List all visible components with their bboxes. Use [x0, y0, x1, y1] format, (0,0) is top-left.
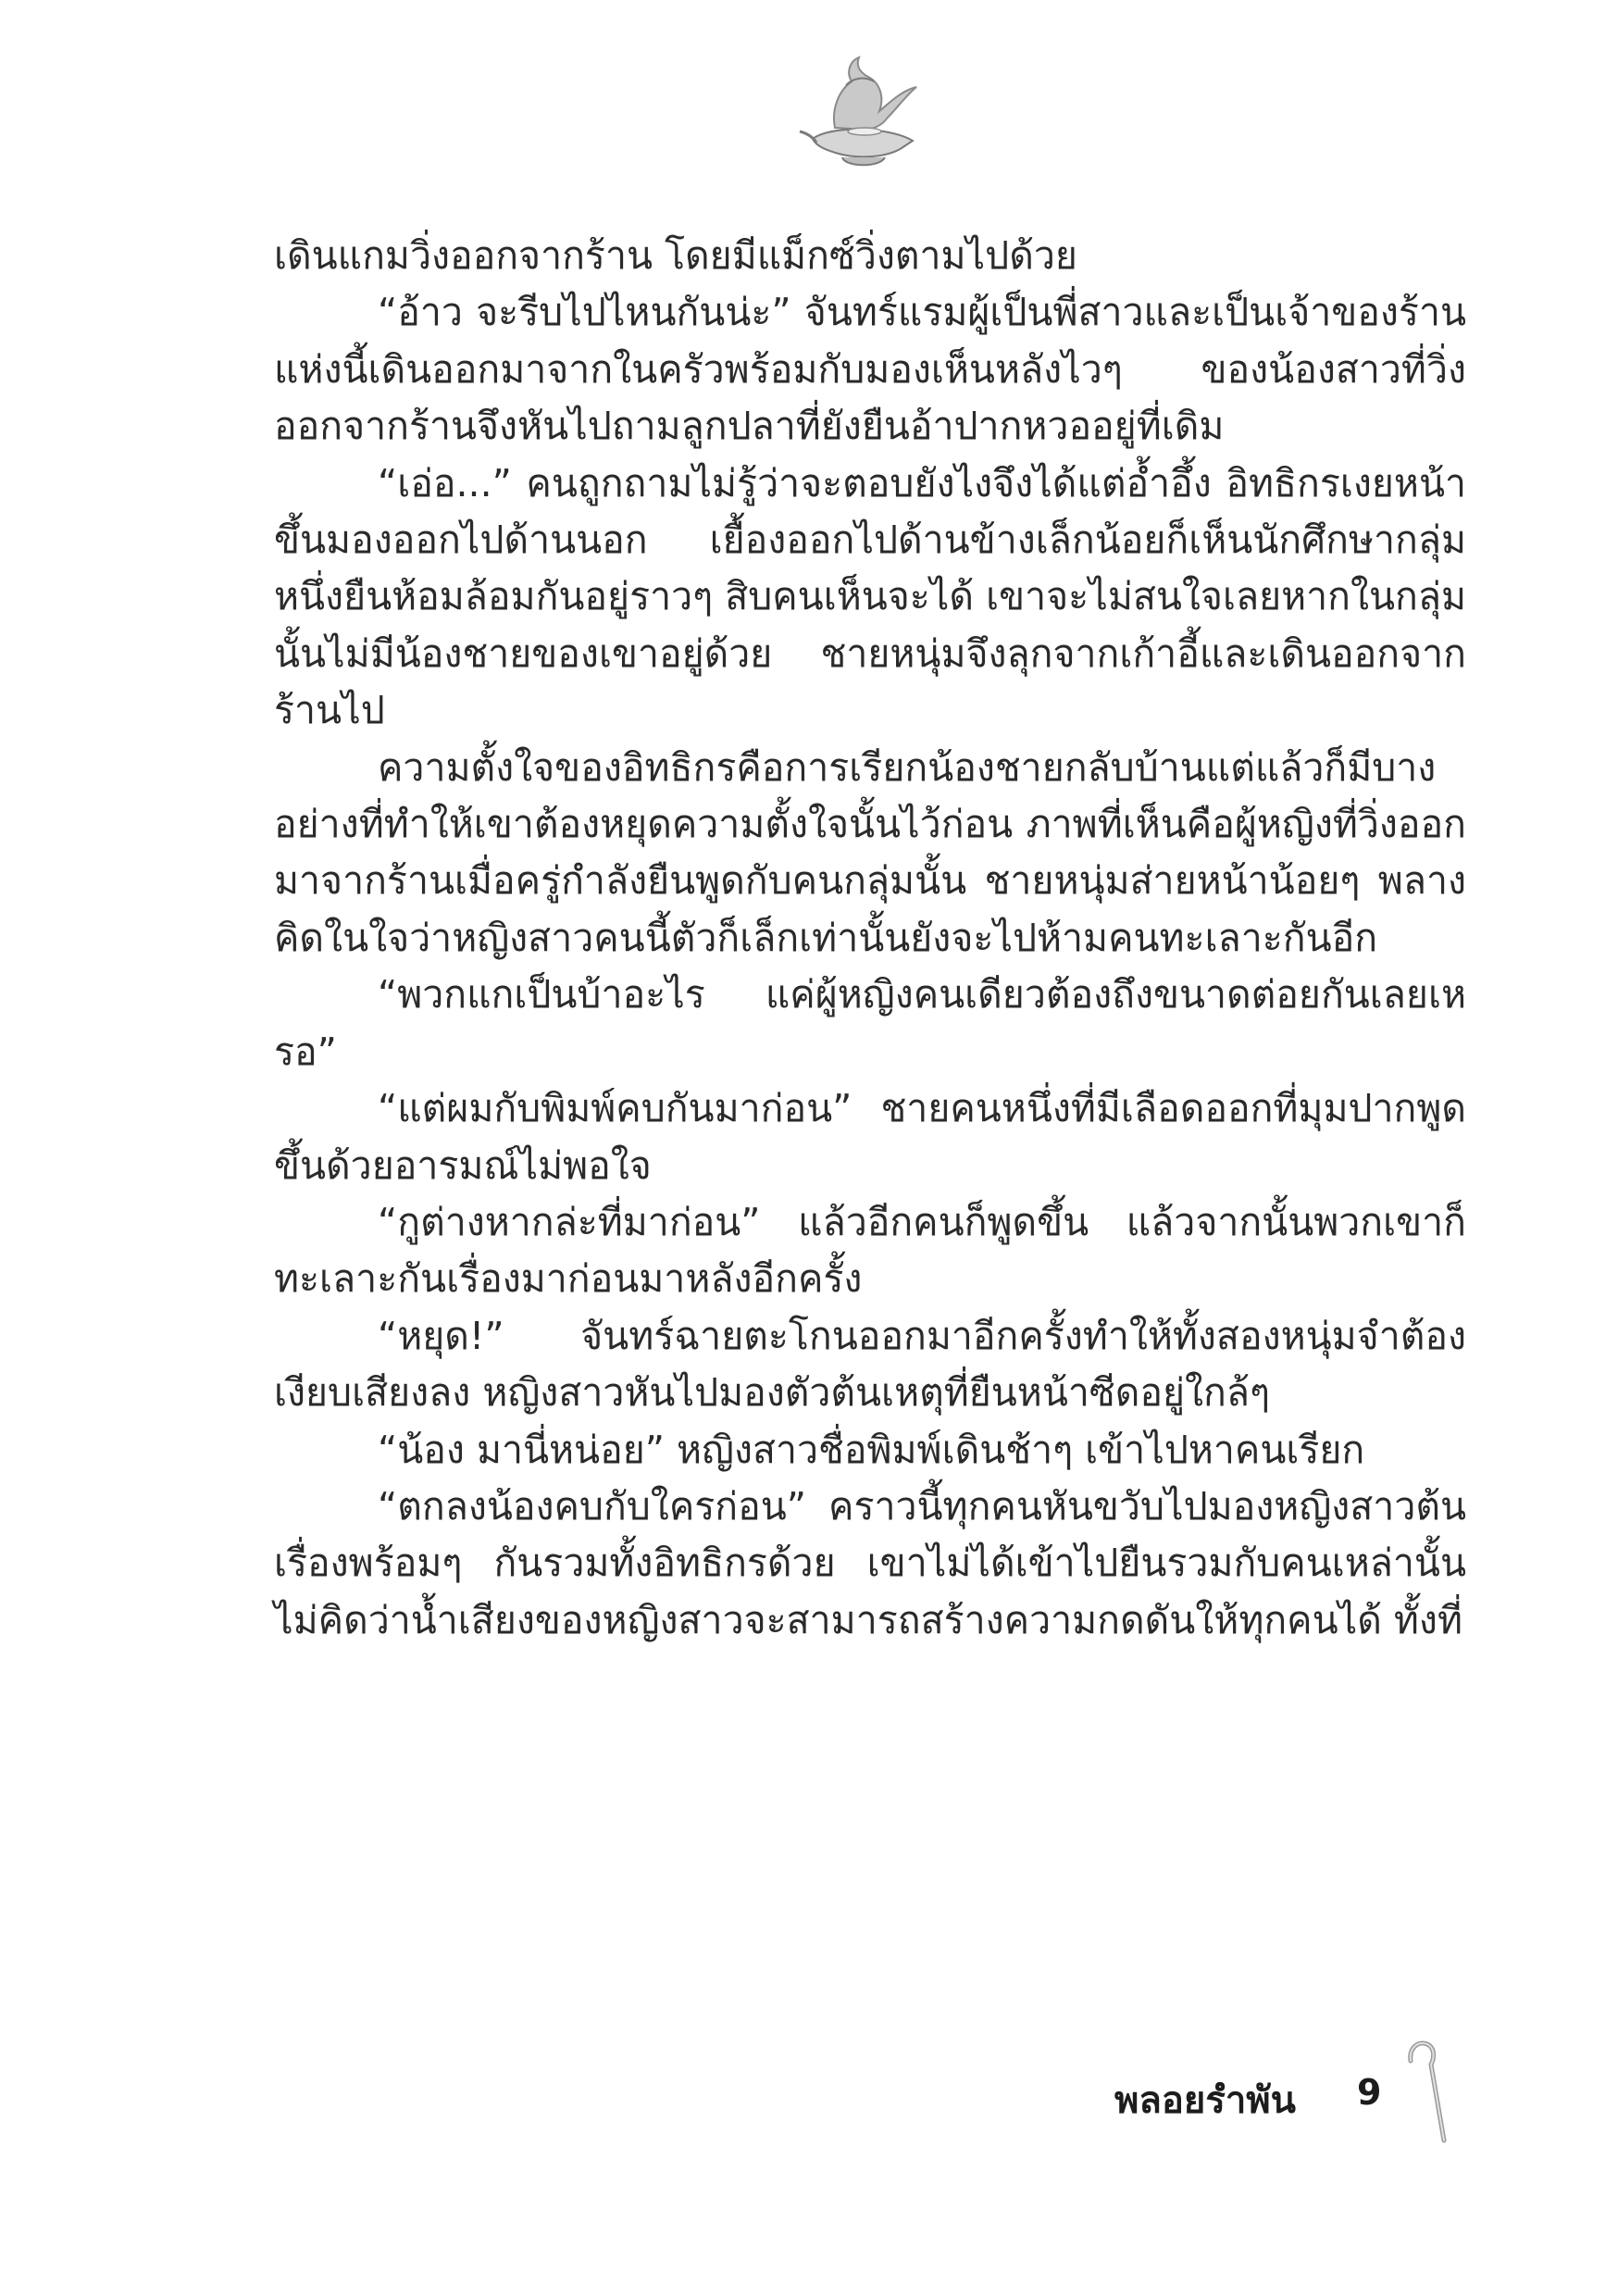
paragraph: “ตกลงน้องคบกับใครก่อน” คราวนี้ทุกคนหันขวับไปมองหญิงสาวต้นเรื่องพร้อมๆ กันรวมทั้งอิทธิกรด้วย เขาไม่ได้เข้าไปยืนรวมกับคนเหล่านั้นไม่คิดว่าน้ำเสียงของหญิงสาวจะสามารถสร้างความกดดันให้ทุกคนได้ ทั้งที่ [274, 1483, 1466, 1642]
page-number: 9 [1357, 2072, 1382, 2113]
genie-lamp-icon [794, 54, 924, 174]
paragraph: “แต่ผมกับพิมพ์คบกันมาก่อน” ชายคนหนึ่งที่มีเลือดออกที่มุมปากพูดขึ้นด้วยอารมณ์ไม่พอใจ [274, 1086, 1466, 1188]
paragraph: ความตั้งใจของอิทธิกรคือการเรียกน้องชายกลับบ้านแต่แล้วก็มีบางอย่างที่ทำให้เขาต้องหยุดความตั้งใจนั้นไว้ก่อน ภาพที่เห็นคือผู้หญิงที่วิ่งออกมาจากร้านเมื่อครู่กำลังยืนพูดกับคนกลุ่มนั้น ชายหนุ่มส่ายหน้าน้อยๆ พลางคิดในใจว่าหญิงสาวคนนี้ตัวก็เล็กเท่านั้นยังจะไปห้ามคนทะเลาะกันอีก [274, 744, 1466, 960]
paragraph: “พวกแกเป็นบ้าอะไร แค่ผู้หญิงคนเดียวต้องถึงขนาดต่อยกันเลยเหรอ” [274, 972, 1466, 1074]
book-title: พลอยรำพัน [1114, 2079, 1296, 2122]
paragraph: “เอ่อ...” คนถูกถามไม่รู้ว่าจะตอบยังไงจึงได้แต่อ้ำอึ้ง อิทธิกรเงยหน้าขึ้นมองออกไปด้านนอก เยื้องออกไปด้านข้างเล็กน้อยก็เห็นนักศึกษากลุ่มหนึ่งยืนห้อมล้อมกันอยู่ราวๆ สิบคนเห็นจะได้ เขาจะไม่สนใจเลยหากในกลุ่มนั้นไม่มีน้องชายของเขาอยู่ด้วย ชายหนุ่มจึงลุกจากเก้าอี้และเดินออกจากร้านไป [274, 460, 1466, 733]
body-text [274, 228, 1466, 1649]
paragraph: “อ้าว จะรีบไปไหนกันน่ะ” จันทร์แรมผู้เป็นพี่สาวและเป็นเจ้าของร้านแห่งนี้เดินออกมาจากในครัวพร้อมกับมองเห็นหลังไวๆ ของน้องสาวที่วิ่งออกจากร้านจึงหันไปถามลูกปลาที่ยังยืนอ้าปากหวออยู่ที่เดิม [274, 290, 1466, 449]
paragraph: “น้อง มานี่หน่อย” หญิงสาวชื่อพิมพ์เดินช้าๆ เข้าไปหาคนเรียก [378, 1427, 1365, 1472]
paragraph: “หยุด!” จันทร์ฉายตะโกนออกมาอีกครั้งทำให้ทั้งสองหนุ่มจำต้องเงียบเสียงลง หญิงสาวหันไปมองตัวต้นเหตุที่ยืนหน้าซีดอยู่ใกล้ๆ [274, 1313, 1466, 1416]
walking-cane-icon [1398, 2037, 1453, 2148]
page-footer [1064, 2037, 1481, 2148]
paragraph: “กูต่างหากล่ะที่มาก่อน” แล้วอีกคนก็พูดขึ้น แล้วจากนั้นพวกเขาก็ทะเลาะกันเรื่องมาก่อนมาหลังอีกครั้ง [274, 1199, 1466, 1302]
paragraph: เดินแกมวิ่งออกจากร้าน โดยมีแม็กซ์วิ่งตามไปด้วย [274, 233, 1077, 278]
